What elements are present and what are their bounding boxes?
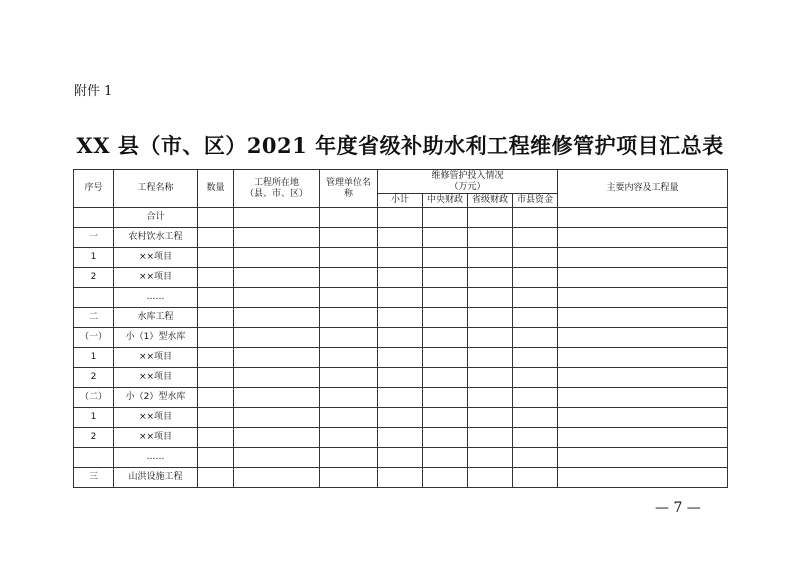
cell-empty bbox=[513, 428, 558, 448]
header-location-line1: 工程所在地 bbox=[253, 177, 299, 188]
table-row bbox=[74, 288, 728, 308]
cell-empty bbox=[468, 448, 513, 468]
cell-empty bbox=[468, 268, 513, 288]
cell-empty bbox=[423, 208, 468, 228]
header-county: 市县资金 bbox=[513, 194, 558, 208]
table-row bbox=[74, 368, 728, 388]
header-investment-line2: （万元） bbox=[449, 181, 486, 192]
cell-empty bbox=[468, 368, 513, 388]
cell-name: ××项目 bbox=[114, 268, 198, 288]
table-row bbox=[74, 268, 728, 288]
cell-empty bbox=[423, 408, 468, 428]
cell-empty bbox=[234, 328, 320, 348]
cell-empty bbox=[468, 208, 513, 228]
header-investment bbox=[378, 170, 558, 194]
header-investment-line1: 维修管护投入情况 bbox=[431, 170, 504, 181]
cell-empty bbox=[378, 408, 423, 428]
cell-empty bbox=[513, 228, 558, 248]
cell-empty bbox=[558, 268, 728, 288]
cell-empty bbox=[468, 428, 513, 448]
cell-empty bbox=[513, 308, 558, 328]
cell-empty bbox=[513, 408, 558, 428]
cell-empty bbox=[468, 328, 513, 348]
cell-empty bbox=[234, 228, 320, 248]
cell-empty bbox=[468, 468, 513, 488]
cell-seq bbox=[74, 208, 114, 228]
cell-empty bbox=[513, 368, 558, 388]
header-seq: 序号 bbox=[74, 170, 114, 208]
cell-name: …… bbox=[114, 288, 198, 308]
cell-empty bbox=[513, 268, 558, 288]
cell-name: ××项目 bbox=[114, 408, 198, 428]
cell-name: 小（1）型水库 bbox=[114, 328, 198, 348]
cell-seq: 2 bbox=[74, 428, 114, 448]
cell-empty bbox=[320, 228, 378, 248]
page-title: XX 县（市、区）2021 年度省级补助水利工程维修管护项目汇总表 bbox=[76, 133, 724, 158]
cell-seq: 2 bbox=[74, 368, 114, 388]
table-row bbox=[74, 248, 728, 268]
cell-name: 农村饮水工程 bbox=[114, 228, 198, 248]
cell-empty bbox=[378, 348, 423, 368]
header-location bbox=[234, 170, 320, 208]
cell-empty bbox=[468, 228, 513, 248]
table-row bbox=[74, 348, 728, 368]
table-row bbox=[74, 428, 728, 448]
cell-empty bbox=[513, 288, 558, 308]
cell-empty bbox=[378, 248, 423, 268]
cell-empty bbox=[320, 408, 378, 428]
cell-empty bbox=[513, 388, 558, 408]
cell-empty bbox=[198, 408, 234, 428]
cell-seq: （一） bbox=[74, 328, 114, 348]
cell-empty bbox=[558, 228, 728, 248]
summary-table bbox=[73, 169, 728, 488]
cell-seq: 二 bbox=[74, 308, 114, 328]
table-row bbox=[74, 308, 728, 328]
cell-empty bbox=[198, 468, 234, 488]
cell-empty bbox=[513, 448, 558, 468]
cell-empty bbox=[513, 348, 558, 368]
cell-empty bbox=[378, 268, 423, 288]
cell-empty bbox=[198, 308, 234, 328]
cell-empty bbox=[198, 208, 234, 228]
cell-empty bbox=[423, 348, 468, 368]
cell-name: ××项目 bbox=[114, 368, 198, 388]
cell-empty bbox=[423, 288, 468, 308]
cell-empty bbox=[320, 308, 378, 328]
cell-empty bbox=[378, 228, 423, 248]
cell-empty bbox=[320, 368, 378, 388]
cell-empty bbox=[423, 248, 468, 268]
cell-empty bbox=[234, 428, 320, 448]
header-location-line2: （县、市、区） bbox=[244, 188, 308, 199]
cell-empty bbox=[558, 348, 728, 368]
cell-empty bbox=[558, 248, 728, 268]
cell-name: ××项目 bbox=[114, 428, 198, 448]
cell-seq: （二） bbox=[74, 388, 114, 408]
table-row bbox=[74, 208, 728, 228]
cell-empty bbox=[423, 388, 468, 408]
cell-name: ××项目 bbox=[114, 248, 198, 268]
cell-empty bbox=[423, 308, 468, 328]
cell-empty bbox=[378, 328, 423, 348]
cell-empty bbox=[468, 388, 513, 408]
cell-empty bbox=[198, 268, 234, 288]
cell-empty bbox=[234, 248, 320, 268]
cell-seq: 2 bbox=[74, 268, 114, 288]
table-row bbox=[74, 228, 728, 248]
cell-empty bbox=[320, 348, 378, 368]
header-provincial: 省级财政 bbox=[468, 194, 513, 208]
cell-empty bbox=[378, 388, 423, 408]
cell-empty bbox=[234, 268, 320, 288]
cell-empty bbox=[513, 248, 558, 268]
cell-empty bbox=[320, 288, 378, 308]
cell-empty bbox=[378, 448, 423, 468]
cell-empty bbox=[468, 308, 513, 328]
cell-empty bbox=[234, 448, 320, 468]
header-row-1 bbox=[74, 170, 728, 194]
cell-empty bbox=[198, 388, 234, 408]
cell-empty bbox=[234, 348, 320, 368]
cell-name: 小（2）型水库 bbox=[114, 388, 198, 408]
cell-empty bbox=[423, 268, 468, 288]
cell-empty bbox=[320, 388, 378, 408]
cell-empty bbox=[378, 468, 423, 488]
cell-empty bbox=[423, 428, 468, 448]
cell-seq bbox=[74, 448, 114, 468]
cell-empty bbox=[468, 248, 513, 268]
cell-seq: 1 bbox=[74, 248, 114, 268]
cell-empty bbox=[320, 268, 378, 288]
cell-empty bbox=[423, 228, 468, 248]
cell-empty bbox=[423, 328, 468, 348]
cell-empty bbox=[558, 328, 728, 348]
header-name: 工程名称 bbox=[114, 170, 198, 208]
header-unit bbox=[320, 170, 378, 208]
header-content: 主要内容及工程量 bbox=[558, 170, 728, 208]
cell-empty bbox=[513, 328, 558, 348]
header-subtotal: 小计 bbox=[378, 194, 423, 208]
cell-empty bbox=[558, 368, 728, 388]
cell-empty bbox=[558, 208, 728, 228]
table-body bbox=[74, 208, 728, 488]
cell-empty bbox=[558, 308, 728, 328]
table-row bbox=[74, 448, 728, 468]
cell-empty bbox=[558, 408, 728, 428]
cell-empty bbox=[378, 368, 423, 388]
cell-empty bbox=[234, 368, 320, 388]
cell-empty bbox=[320, 468, 378, 488]
cell-name: 山洪设施工程 bbox=[114, 468, 198, 488]
cell-empty bbox=[198, 228, 234, 248]
cell-empty bbox=[234, 468, 320, 488]
cell-empty bbox=[320, 448, 378, 468]
cell-empty bbox=[558, 468, 728, 488]
cell-empty bbox=[234, 288, 320, 308]
header-central: 中央财政 bbox=[423, 194, 468, 208]
cell-empty bbox=[234, 388, 320, 408]
cell-empty bbox=[468, 288, 513, 308]
cell-empty bbox=[198, 348, 234, 368]
cell-seq: 一 bbox=[74, 228, 114, 248]
cell-name: 水库工程 bbox=[114, 308, 198, 328]
cell-empty bbox=[423, 368, 468, 388]
cell-empty bbox=[558, 448, 728, 468]
cell-empty bbox=[320, 428, 378, 448]
cell-name: …… bbox=[114, 448, 198, 468]
cell-empty bbox=[423, 468, 468, 488]
cell-empty bbox=[468, 348, 513, 368]
cell-empty bbox=[320, 208, 378, 228]
cell-empty bbox=[423, 448, 468, 468]
table-row bbox=[74, 328, 728, 348]
cell-empty bbox=[468, 408, 513, 428]
table-row bbox=[74, 408, 728, 428]
cell-empty bbox=[513, 468, 558, 488]
cell-empty bbox=[378, 428, 423, 448]
cell-empty bbox=[198, 288, 234, 308]
cell-name: ××项目 bbox=[114, 348, 198, 368]
cell-empty bbox=[198, 368, 234, 388]
cell-empty bbox=[378, 308, 423, 328]
header-unit-line1: 管理单位名 bbox=[325, 177, 371, 188]
cell-empty bbox=[234, 408, 320, 428]
attachment-label: 附件 1 bbox=[74, 84, 113, 99]
cell-seq: 1 bbox=[74, 348, 114, 368]
cell-empty bbox=[320, 248, 378, 268]
cell-empty bbox=[320, 328, 378, 348]
cell-empty bbox=[558, 388, 728, 408]
table-row bbox=[74, 388, 728, 408]
cell-seq: 1 bbox=[74, 408, 114, 428]
cell-seq bbox=[74, 288, 114, 308]
header-unit-line2: 称 bbox=[343, 188, 353, 199]
cell-empty bbox=[198, 448, 234, 468]
page-number: — 7 — bbox=[655, 500, 701, 516]
cell-empty bbox=[198, 328, 234, 348]
cell-empty bbox=[558, 288, 728, 308]
cell-empty bbox=[378, 208, 423, 228]
cell-empty bbox=[198, 428, 234, 448]
cell-seq: 三 bbox=[74, 468, 114, 488]
cell-name: 合计 bbox=[114, 208, 198, 228]
cell-empty bbox=[198, 248, 234, 268]
cell-empty bbox=[558, 428, 728, 448]
cell-empty bbox=[234, 308, 320, 328]
cell-empty bbox=[234, 208, 320, 228]
table-row bbox=[74, 468, 728, 488]
cell-empty bbox=[513, 208, 558, 228]
cell-empty bbox=[378, 288, 423, 308]
header-qty: 数量 bbox=[198, 170, 234, 208]
